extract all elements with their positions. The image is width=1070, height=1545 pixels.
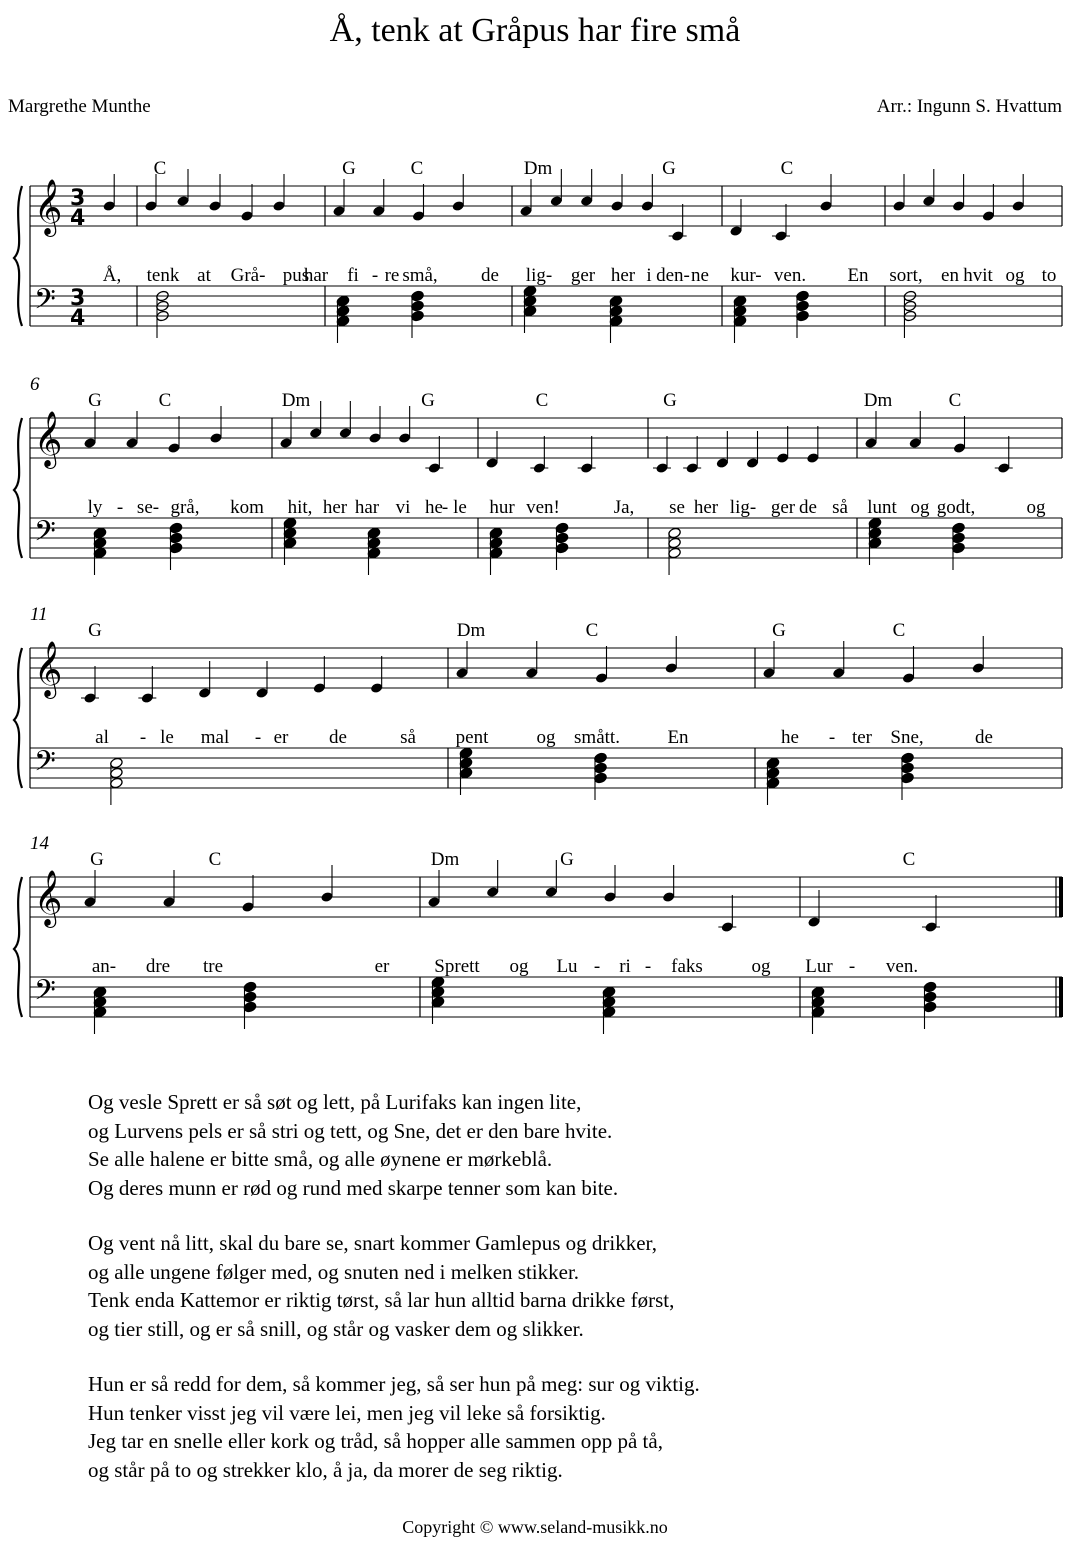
bass-note-head xyxy=(367,537,381,549)
chord-symbol: C xyxy=(208,849,222,870)
lyric-syllable: en xyxy=(941,265,959,286)
treble-clef-icon: 𝄞 xyxy=(34,411,63,467)
system-3 xyxy=(14,604,1062,805)
bass-note-head xyxy=(602,986,616,998)
bass-note-head xyxy=(766,777,780,789)
lyric-syllable: fi xyxy=(347,265,359,286)
lyric-syllable: de xyxy=(975,727,993,748)
lyric-syllable: - xyxy=(848,956,856,977)
lyric-syllable: de xyxy=(481,265,499,286)
lyric-syllable: - xyxy=(116,497,124,518)
lyric-syllable: smått. xyxy=(574,727,620,748)
lyric-syllable: de xyxy=(799,497,817,518)
lyric-syllable: har xyxy=(303,265,329,286)
brace xyxy=(14,186,22,326)
verse-3 xyxy=(88,1229,700,1343)
lyric-syllable: ven. xyxy=(773,265,807,286)
lyric-syllable: Lur xyxy=(805,956,833,977)
verse-line: Og vent nå litt, skal du bare se, snart kommer Gamlepus og drikker, xyxy=(88,1231,657,1255)
lyric-syllable: se- xyxy=(136,497,160,518)
verse-line: og tier still, og er så snill, og står og vasker dem og slikker. xyxy=(88,1316,584,1341)
lyric-syllable: her xyxy=(693,497,719,518)
chord-symbol: Dm xyxy=(430,849,460,870)
bass-note-head xyxy=(766,767,780,779)
lyric-syllable: ne xyxy=(691,265,709,286)
arranger: Arr.: Ingunn S. Hvattum xyxy=(876,96,1062,117)
lyric-syllable: - xyxy=(254,727,262,748)
measure-number: 6 xyxy=(30,374,40,395)
bass-note-head xyxy=(668,547,682,559)
time-signature-denominator: 4 xyxy=(70,306,86,331)
chord-symbol: C xyxy=(158,390,172,411)
verse-line: og alle ungene følger med, og snuten ned i melken stikker. xyxy=(88,1259,580,1284)
bass-note-head xyxy=(336,295,350,307)
lyric-syllable: hit, xyxy=(287,497,313,518)
lyric-syllable: så xyxy=(832,497,848,518)
verse-line: Tenk enda Kattemor er riktig tørst, så lar hun alltid barna drikke først, xyxy=(88,1288,675,1312)
bass-note-head xyxy=(609,305,623,317)
bass-note-head xyxy=(459,767,473,779)
lyric-syllable: kom xyxy=(230,497,264,518)
bass-note-head xyxy=(489,537,503,549)
bass-note-head xyxy=(459,757,473,769)
lyric-syllable: al xyxy=(95,727,109,748)
additional-verses xyxy=(88,1088,700,1511)
bass-clef-icon: 𝄢 xyxy=(34,745,56,785)
chord-symbol: C xyxy=(410,158,424,179)
lyric-syllable: he xyxy=(781,727,799,748)
lyric-syllable: pus xyxy=(282,265,310,286)
bass-note-head xyxy=(811,996,825,1008)
lyric-syllable: - xyxy=(441,497,449,518)
bass-note-head xyxy=(811,986,825,998)
lyric-syllable: Grå- xyxy=(230,265,266,286)
brace xyxy=(14,877,22,1017)
verse-line: Se alle halene er bitte små, og alle øynene er mørkeblå. xyxy=(88,1147,553,1171)
chord-symbol: G xyxy=(560,849,574,870)
chord-symbol: C xyxy=(948,390,962,411)
bass-note-head xyxy=(283,537,297,549)
bass-note-head xyxy=(609,295,623,307)
lyric-syllable: og xyxy=(1026,497,1046,518)
lyric-syllable: Ja, xyxy=(613,497,635,518)
lyric-syllable: - xyxy=(371,265,379,286)
verse-line: Jeg tar en snelle eller kork og tråd, så hopper alle sammen opp på tå, xyxy=(88,1429,663,1453)
chord-symbol: C xyxy=(585,620,599,641)
brace xyxy=(14,418,22,558)
bass-note-head xyxy=(523,305,537,317)
lyric-syllable: faks xyxy=(671,956,703,977)
lyric-syllable: vi xyxy=(395,497,411,518)
lyric-syllable: små, xyxy=(402,265,438,286)
bass-note-head xyxy=(868,527,882,539)
lyric-syllable: godt, xyxy=(936,497,976,518)
verse-line: Hun er så redd for dem, så kommer jeg, så ser hun på meg: sur og viktig. xyxy=(88,1372,700,1396)
chord-symbol: C xyxy=(902,849,916,870)
bass-note-head xyxy=(766,757,780,769)
lyric-syllable: ger xyxy=(570,265,596,286)
lyric-syllable: her xyxy=(322,497,348,518)
brace xyxy=(14,648,22,788)
song-title: Å, tenk at Gråpus har fire små xyxy=(329,12,741,49)
chord-symbol: C xyxy=(535,390,549,411)
system-4 xyxy=(14,833,1063,1034)
lyric-syllable: den- xyxy=(656,265,690,286)
lyric-syllable: de xyxy=(329,727,347,748)
bass-note-head xyxy=(93,527,107,539)
lyric-syllable: ven! xyxy=(526,497,560,518)
verse-line: Hun tenker visst jeg vil være lei, men jeg vil leke så forsiktig. xyxy=(88,1400,606,1425)
verse-4 xyxy=(88,1370,700,1484)
bass-note-head xyxy=(489,547,503,559)
lyric-syllable: ly xyxy=(87,497,103,518)
lyric-syllable: - xyxy=(828,727,836,748)
chord-symbol: G xyxy=(342,158,356,179)
chord-symbol: G xyxy=(421,390,435,411)
bass-note-head xyxy=(489,527,503,539)
lyric-syllable: an- xyxy=(91,956,117,977)
lyric-syllable: Lu xyxy=(556,956,578,977)
lyric-syllable: ven. xyxy=(885,956,919,977)
bass-note-head xyxy=(283,517,297,529)
lyric-syllable: sort, xyxy=(889,265,923,286)
verse-2 xyxy=(88,1088,700,1202)
bass-note-head xyxy=(110,757,124,769)
lyric-syllable: - xyxy=(593,956,601,977)
chord-symbol: G xyxy=(662,158,676,179)
lyric-syllable: he xyxy=(425,497,443,518)
chord-symbol: G xyxy=(88,620,102,641)
lyric-syllable: lunt xyxy=(867,497,897,518)
chord-symbol: G xyxy=(772,620,786,641)
bass-note-head xyxy=(93,1006,107,1018)
verse-line: Og vesle Sprett er så søt og lett, på Lurifaks kan ingen lite, xyxy=(88,1090,582,1114)
lyric-syllable: og xyxy=(509,956,529,977)
lyric-syllable: er xyxy=(273,727,289,748)
chord-symbol: Dm xyxy=(523,158,553,179)
lyric-syllable: og xyxy=(1005,265,1025,286)
lyric-syllable: er xyxy=(374,956,390,977)
bass-note-head xyxy=(93,986,107,998)
lyric-syllable: ger xyxy=(770,497,796,518)
bass-note-head xyxy=(733,315,747,327)
bass-note-head xyxy=(868,537,882,549)
system-2 xyxy=(14,374,1062,575)
bass-note-head xyxy=(733,295,747,307)
lyric-syllable: re xyxy=(384,265,400,286)
lyric-syllable: hvit xyxy=(963,265,993,286)
bass-note-head xyxy=(336,315,350,327)
lyric-syllable: at xyxy=(197,265,211,286)
lyric-syllable: og xyxy=(751,956,771,977)
lyric-syllable: og xyxy=(536,727,556,748)
lyric-syllable: tenk xyxy=(146,265,180,286)
bass-clef-icon: 𝄢 xyxy=(34,515,56,555)
bass-note-head xyxy=(523,295,537,307)
lyric-syllable: Å, xyxy=(102,265,122,286)
lyric-syllable: kur- xyxy=(730,265,762,286)
chord-symbol: C xyxy=(153,158,167,179)
lyric-syllable: dre xyxy=(145,956,171,977)
bass-note-head xyxy=(93,996,107,1008)
lyric-syllable: pent xyxy=(455,727,489,748)
lyric-syllable: grå, xyxy=(170,497,200,518)
bass-note-head xyxy=(283,527,297,539)
chord-symbol: Dm xyxy=(456,620,486,641)
bass-clef-icon: 𝄢 xyxy=(34,974,56,1014)
verse-line: Og deres munn er rød og rund med skarpe tenner som kan bite. xyxy=(88,1175,619,1200)
lyric-syllable: - xyxy=(139,727,147,748)
bass-note-head xyxy=(602,1006,616,1018)
lyric-syllable: tre xyxy=(202,956,224,977)
lyric-syllable: ri xyxy=(619,956,631,977)
treble-clef-icon: 𝄞 xyxy=(34,870,63,926)
bass-note-head xyxy=(431,996,445,1008)
bass-note-head xyxy=(336,305,350,317)
bass-note-head xyxy=(459,747,473,759)
bass-note-head xyxy=(110,767,124,779)
bass-note-head xyxy=(93,547,107,559)
chord-symbol: Dm xyxy=(863,390,893,411)
lyric-syllable: En xyxy=(667,727,689,748)
bass-note-head xyxy=(367,527,381,539)
chord-symbol: C xyxy=(780,158,794,179)
bass-note-head xyxy=(733,305,747,317)
lyric-syllable: i xyxy=(646,265,652,286)
chord-symbol: G xyxy=(88,390,102,411)
time-signature-numerator: 3 xyxy=(70,186,86,211)
lyric-syllable: hur xyxy=(489,497,515,518)
bass-note-head xyxy=(110,777,124,789)
bass-note-head xyxy=(609,315,623,327)
lyric-syllable: le xyxy=(453,497,467,518)
lyric-syllable: Sprett xyxy=(434,956,480,977)
lyric-syllable: så xyxy=(400,727,416,748)
chord-symbol: C xyxy=(892,620,906,641)
lyric-syllable: mal xyxy=(200,727,230,748)
chord-symbol: G xyxy=(90,849,104,870)
lyric-syllable: se xyxy=(669,497,685,518)
bass-note-head xyxy=(811,1006,825,1018)
lyricist: Margrethe Munthe xyxy=(8,96,151,117)
bass-note-head xyxy=(431,976,445,988)
treble-clef-icon: 𝄞 xyxy=(34,179,63,235)
bass-note-head xyxy=(367,547,381,559)
lyric-syllable: - xyxy=(644,956,652,977)
measure-number: 11 xyxy=(30,604,48,625)
bass-note-head xyxy=(602,996,616,1008)
lyric-syllable: og xyxy=(910,497,930,518)
lyric-syllable: En xyxy=(847,265,869,286)
copyright-notice: Copyright © www.seland-musikk.no xyxy=(402,1517,668,1537)
bass-note-head xyxy=(523,285,537,297)
verse-line: og står på to og strekker klo, å ja, da morer de seg riktig. xyxy=(88,1457,563,1482)
lyric-syllable: Sne, xyxy=(890,727,924,748)
lyric-syllable: le xyxy=(160,727,174,748)
measure-number: 14 xyxy=(30,833,49,854)
time-signature-numerator: 3 xyxy=(70,286,86,311)
bass-clef-icon: 𝄢 xyxy=(34,283,56,323)
bass-note-head xyxy=(668,537,682,549)
lyric-syllable: ter xyxy=(851,727,873,748)
verse-line: og Lurvens pels er så stri og tett, og Sne, det er den bare hvite. xyxy=(88,1118,613,1143)
bass-note-head xyxy=(93,537,107,549)
lyric-syllable: lig- xyxy=(729,497,757,518)
lyric-syllable: har xyxy=(354,497,380,518)
chord-symbol: Dm xyxy=(281,390,311,411)
lyric-syllable: her xyxy=(610,265,636,286)
treble-clef-icon: 𝄞 xyxy=(34,641,63,697)
time-signature-denominator: 4 xyxy=(70,206,86,231)
lyric-syllable: lig- xyxy=(525,265,553,286)
bass-note-head xyxy=(668,527,682,539)
bass-note-head xyxy=(431,986,445,998)
lyric-syllable: to xyxy=(1041,265,1057,286)
bass-note-head xyxy=(868,517,882,529)
chord-symbol: G xyxy=(663,390,677,411)
